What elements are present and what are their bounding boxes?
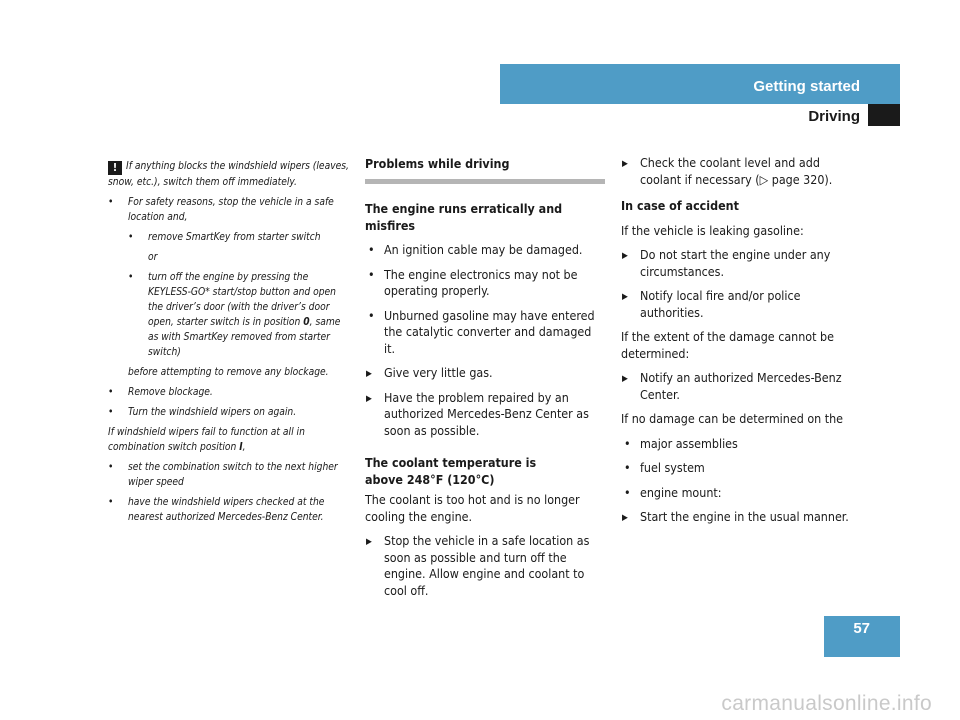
note-bullet: • have the windshield wipers checked at the nearest authorized Mercedes-Benz Center. <box>108 495 352 525</box>
chapter-title: Getting started <box>753 78 860 95</box>
page-number: 57 <box>853 620 870 637</box>
list-item: • The engine electronics may not be operating properly. <box>365 267 605 300</box>
list-item: • engine mount: <box>621 485 861 502</box>
paragraph: The coolant is too hot and is no longer cooling the engine. <box>365 492 580 524</box>
accident-column <box>621 155 861 534</box>
section-title: Driving <box>808 108 860 125</box>
note-bullet: • Turn the windshield wipers on again. <box>108 405 352 420</box>
section-heading: Problems while driving <box>365 156 510 171</box>
notes-column <box>108 159 352 530</box>
note-or: or <box>148 252 158 263</box>
paragraph: If the extent of the damage cannot be determined: <box>621 329 834 361</box>
note-text: before attempting to remove any blockage. <box>128 367 329 378</box>
subheading: In case of accident <box>621 198 739 213</box>
warning-note: ! If anything blocks the windshield wipers (leaves, snow, etc.), switch them off immediately. <box>108 161 349 188</box>
page-ref-arrow-icon: ▷ <box>759 171 769 187</box>
heading-rule <box>365 179 605 184</box>
note-bullet: • Remove blockage. <box>108 385 352 400</box>
paragraph: If the vehicle is leaking gasoline: <box>621 222 804 238</box>
problems-column <box>365 155 605 607</box>
list-item: • fuel system <box>621 460 861 477</box>
note-bullet: • For safety reasons, stop the vehicle in a safe location and, <box>108 195 352 225</box>
action-item: ▶ Stop the vehicle in a safe location as soon as possible and turn off the engine. Allow engine and coolant to cool off. <box>365 533 605 599</box>
note-subbullet: • turn off the engine by pressing the KEYLESS-GO* start/stop button and open the driver’s door (with the driver’s door open, starter switch is in position 0, same as with SmartKey removed from starter switch) <box>108 270 352 360</box>
note-subbullet: • remove SmartKey from starter switch <box>108 230 352 245</box>
action-item: ▶ Start the engine in the usual manner. <box>621 509 861 526</box>
list-item: • Unburned gasoline may have entered the catalytic converter and damaged it. <box>365 308 605 358</box>
action-item: ▶ Notify an authorized Mercedes-Benz Center. <box>621 370 861 403</box>
paragraph: If no damage can be determined on the <box>621 411 844 426</box>
note-text: If windshield wipers fail to function at all in combination switch position I, <box>108 427 305 453</box>
action-item: ▶ Check the coolant level and add coolant if necessary (▷ page 320). <box>621 155 861 188</box>
subheading: The engine runs erratically and misfires <box>365 201 563 233</box>
action-item: ▶ Do not start the engine under any circumstances. <box>621 247 861 280</box>
list-item: • major assemblies <box>621 436 861 453</box>
watermark: carmanualsonline.info <box>721 692 932 715</box>
action-item: ▶ Give very little gas. <box>365 365 605 382</box>
action-item: ▶ Notify local fire and/or police authorities. <box>621 288 861 321</box>
warning-icon: ! <box>108 161 122 175</box>
note-bullet: • set the combination switch to the next higher wiper speed <box>108 460 352 490</box>
section-marker <box>868 104 900 126</box>
list-item: • An ignition cable may be damaged. <box>365 242 605 259</box>
action-item: ▶ Have the problem repaired by an authorized Mercedes-Benz Center as soon as possible. <box>365 390 605 440</box>
subheading: The coolant temperature is above 248°F (120°C) <box>365 455 537 487</box>
